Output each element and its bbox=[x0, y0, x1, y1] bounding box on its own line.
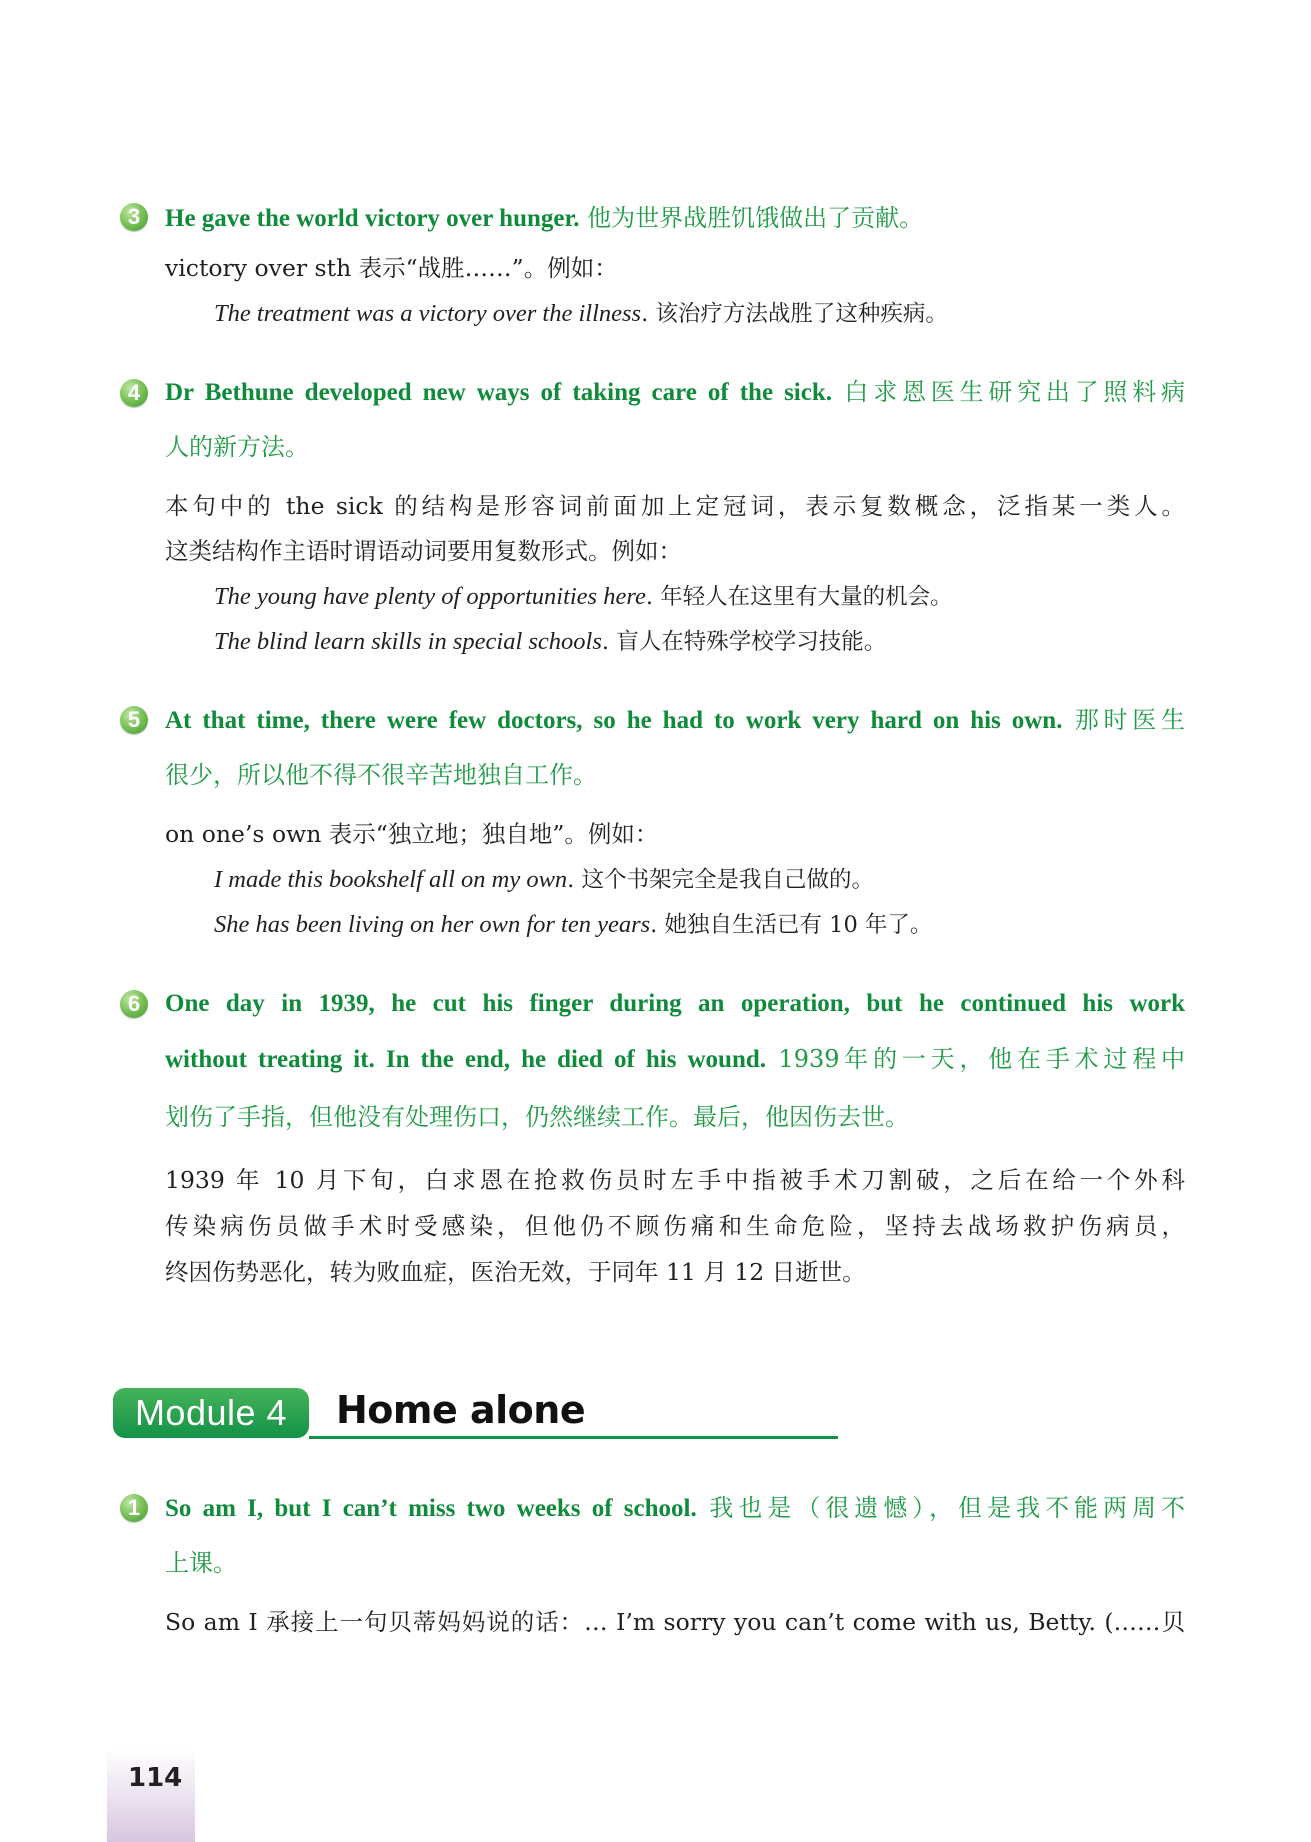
note-heading-en: At that time, there were few doctors, so he had to work very hard on his own. bbox=[165, 707, 1063, 734]
explanation-line: So am I 承接上一句贝蒂妈妈说的话：… I’m sorry you can’t come with us, Betty. (……贝 bbox=[165, 1608, 1185, 1636]
example-en: She has been living on her own for ten years bbox=[214, 911, 651, 938]
note-number-badge: 4 bbox=[120, 379, 148, 407]
explanation-line: 终因伤势恶化，转为败血症，医治无效，于同年 11 月 12 日逝世。 bbox=[165, 1258, 866, 1286]
note-heading-line bbox=[165, 692, 1185, 749]
note-heading-line bbox=[165, 364, 1185, 421]
note-heading-zh: 1939年的一天，他在手术过程中 bbox=[766, 1045, 1185, 1073]
note-explanation bbox=[165, 812, 1185, 857]
explanation-line: 传染病伤员做手术时受感染，但他仍不顾伤痛和生命危险，坚持去战场救护伤病员， bbox=[165, 1212, 1185, 1240]
note-heading-zh: 很少，所以他不得不很辛苦地独自工作。 bbox=[165, 761, 597, 789]
example-line bbox=[214, 858, 1184, 902]
note-heading-line bbox=[165, 190, 1185, 247]
example-en: The treatment was a victory over the illness bbox=[214, 300, 642, 327]
note-explanation bbox=[165, 529, 1185, 574]
note-heading-zh: 白求恩医生研究出了照料病 bbox=[832, 378, 1185, 406]
note-heading-line bbox=[165, 1089, 1185, 1146]
example-line bbox=[214, 292, 1184, 336]
note-number-badge: 6 bbox=[120, 990, 148, 1018]
note-explanation bbox=[165, 1600, 1185, 1645]
note-heading-en: One day in 1939, he cut his finger during an operation, but he continued his work bbox=[165, 990, 1185, 1017]
note-heading-line bbox=[165, 976, 1185, 1032]
explanation-line: on one’s own 表示“独立地；独自地”。例如： bbox=[165, 820, 659, 848]
module-badge: Module 4 bbox=[113, 1388, 309, 1438]
example-zh: . 这个书架完全是我自己做的。 bbox=[567, 867, 874, 893]
note-number-badge: 3 bbox=[120, 203, 148, 231]
note-explanation bbox=[165, 1250, 1185, 1295]
explanation-line: 这类结构作主语时谓语动词要用复数形式。例如： bbox=[165, 537, 682, 565]
note-explanation bbox=[165, 1158, 1185, 1203]
note-heading-line bbox=[165, 1535, 1185, 1592]
note-heading-zh: 他为世界战胜饥饿做出了贡献。 bbox=[579, 204, 924, 232]
example-line bbox=[214, 903, 1184, 947]
example-zh: . 该治疗方法战胜了这种疾病。 bbox=[641, 301, 948, 327]
example-zh: . 盲人在特殊学校学习技能。 bbox=[601, 629, 887, 655]
note-heading-zh: 我也是（很遗憾），但是我不能两周不 bbox=[696, 1494, 1185, 1522]
note-explanation bbox=[165, 1204, 1185, 1249]
note-heading-zh: 上课。 bbox=[165, 1549, 237, 1577]
note-heading-zh: 划伤了手指，但他没有处理伤口，仍然继续工作。最后，他因伤去世。 bbox=[165, 1103, 909, 1131]
example-en: The young have plenty of opportunities here bbox=[214, 583, 646, 610]
note-heading-en: He gave the world victory over hunger. bbox=[165, 205, 580, 232]
note-heading-zh: 那时医生 bbox=[1062, 706, 1185, 734]
note-heading-en: So am I, but I can’t miss two weeks of school. bbox=[165, 1495, 697, 1522]
note-explanation bbox=[165, 246, 1185, 291]
note-heading-line bbox=[165, 419, 1185, 476]
note-heading-en: without treating it. In the end, he died of his wound. bbox=[165, 1046, 767, 1073]
example-zh: . 她独自生活已有 10 年了。 bbox=[650, 912, 933, 938]
note-number-badge: 5 bbox=[120, 706, 148, 734]
note-explanation bbox=[165, 484, 1185, 529]
explanation-line: 1939 年 10 月下旬，白求恩在抢救伤员时左手中指被手术刀割破，之后在给一个外科 bbox=[165, 1166, 1185, 1194]
note-heading-zh: 人的新方法。 bbox=[165, 433, 309, 461]
note-heading-line bbox=[165, 1480, 1185, 1537]
module-title: Home alone bbox=[336, 1388, 586, 1432]
example-line bbox=[214, 575, 1184, 619]
note-number-badge: 1 bbox=[120, 1494, 148, 1522]
example-en: The blind learn skills in special schools bbox=[214, 628, 602, 655]
note-heading-line bbox=[165, 747, 1185, 804]
example-line bbox=[214, 620, 1184, 664]
note-heading-en: Dr Bethune developed new ways of taking care of the sick. bbox=[165, 379, 832, 406]
explanation-line: 本句中的 the sick 的结构是形容词前面加上定冠词，表示复数概念，泛指某一类人。 bbox=[165, 492, 1185, 520]
page-number: 114 bbox=[128, 1763, 183, 1793]
example-en: I made this bookshelf all on my own bbox=[214, 866, 568, 893]
module-title-underline bbox=[309, 1436, 838, 1439]
explanation-line: victory over sth 表示“战胜……”。例如： bbox=[165, 254, 618, 282]
note-heading-line bbox=[165, 1031, 1185, 1088]
example-zh: . 年轻人在这里有大量的机会。 bbox=[645, 584, 953, 610]
